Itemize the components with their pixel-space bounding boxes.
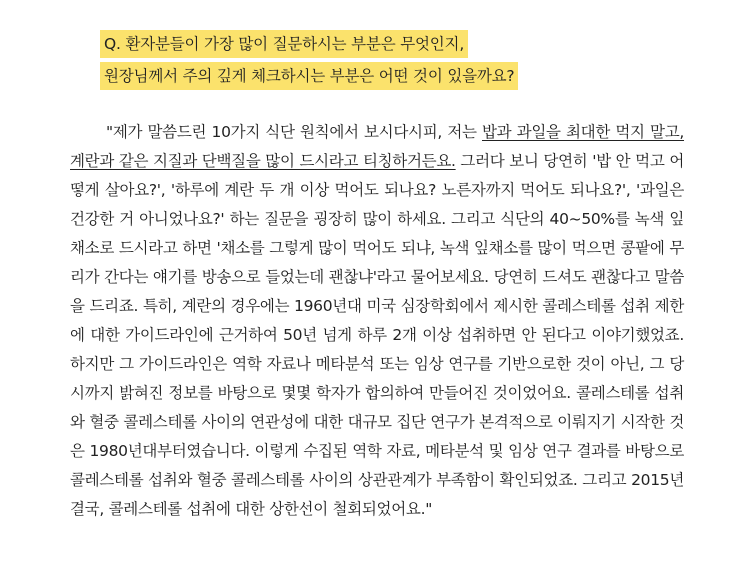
answer-underlined-text: 밥과 과일을 최대한 먹지 말고, 계란과 같은 지질과 단백질을 많이 드시라고 티칭하거든요. xyxy=(70,123,685,170)
interview-answer xyxy=(70,118,684,524)
interview-question xyxy=(100,30,700,90)
question-line-1: Q. 환자분들이 가장 많이 질문하시는 부분은 무엇인지, xyxy=(100,30,468,58)
question-line-2: 원장님께서 주의 깊게 체크하시는 부분은 어떤 것이 있을까요? xyxy=(100,62,518,90)
answer-text-rest: 그러다 보니 당연히 '밥 안 먹고 어떻게 살아요?', '하루에 계란 두 개 이상 먹어도 되나요? 노른자까지 먹어도 되나요?', '과일은 건강한 거 아니었나요?' 하는 질문을 굉장히 많이 하세요. 그리고 식단의 40~50%를 녹색 잎채소로 드시라고 하면 '채소를 그렇게 많이 먹어도 되냐, 녹색 잎채소를 많이 먹으면 콩팥에 무리가 간다는 얘기를 방송으로 들었는데 괜찮냐'라고 물어보세요. 당연히 드셔도 괜찮다고 말씀을 드리죠. 특히, 계란의 경우에는 1960년대 미국 심장학회에서 제시한 콜레스테롤 섭취 제한에 대한 가이드라인에 근거하여 50년 넘게 하루 2개 이상 섭취하면 안 된다고 이야기했었죠. 하지만 그 가이드라인은 역학 자료나 메타분석 또는 임상 연구를 기반으로한 것이 아닌, 그 당시까지 밝혀진 정보를 바탕으로 몇몇 학자가 합의하여 만들어진 것이었어요. 콜레스테롤 섭취와 혈중 콜레스테롤 사이의 연관성에 대한 대규모 집단 연구가 본격적으로 이뤄지기 시작한 것은 1980년대부터였습니다. 이렇게 수집된 역학 자료, 메타분석 및 임상 연구 결과를 바탕으로 콜레스테롤 섭취와 혈중 콜레스테롤 사이의 상관관계가 부족함이 확인되었죠. 그리고 2015년 결국, 콜레스테롤 섭취에 대한 상한선이 철회되었어요." xyxy=(70,152,684,518)
answer-text-start: "제가 말씀드린 10가지 식단 원칙에서 보시다시피, 저는 xyxy=(106,123,482,141)
